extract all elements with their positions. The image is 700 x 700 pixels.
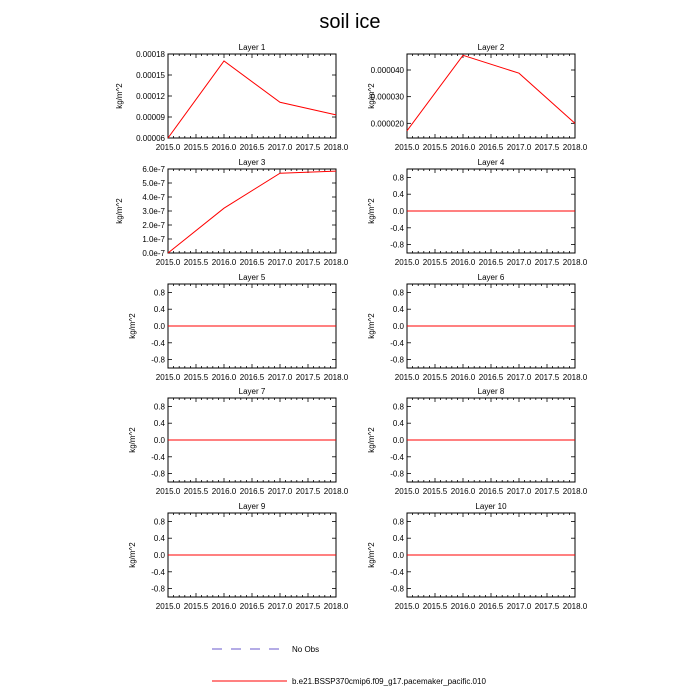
x-tick-label: 2015.0 [394, 487, 420, 496]
x-tick-label: 2018.0 [323, 373, 349, 382]
x-tick-label: 2015.5 [422, 602, 448, 611]
x-tick-label: 2015.0 [155, 143, 181, 152]
x-tick-label: 2016.0 [450, 602, 476, 611]
y-tick-label: 0.0e-7 [142, 249, 165, 258]
y-axis-label: kg/m^2 [115, 83, 124, 109]
y-tick-label: 0.00018 [136, 50, 165, 59]
y-tick-label: 0.000020 [370, 119, 404, 129]
x-tick-label: 2016.5 [239, 258, 265, 267]
panel-title: Layer 8 [477, 387, 505, 396]
x-tick-label: 2018.0 [562, 143, 588, 152]
x-tick-label: 2018.0 [323, 602, 349, 611]
x-tick-label: 2017.5 [534, 258, 560, 267]
y-tick-label: 0.4 [153, 419, 165, 429]
y-tick-label: 0.8 [153, 402, 165, 412]
x-tick-label: 2015.5 [422, 373, 448, 382]
y-axis-label: kg/m^2 [367, 427, 376, 453]
x-tick-label: 2015.0 [394, 602, 420, 611]
y-axis-label: kg/m^2 [115, 198, 124, 224]
y-tick-label: -0.4 [390, 338, 404, 348]
y-tick-label: -0.4 [151, 452, 165, 462]
x-tick-label: 2015.0 [394, 143, 420, 152]
x-tick-label: 2017.0 [267, 143, 293, 152]
y-tick-label: 0.4 [392, 419, 404, 429]
y-tick-label: -0.4 [151, 567, 165, 577]
x-tick-label: 2018.0 [562, 373, 588, 382]
y-tick-label: 0.8 [153, 517, 165, 527]
x-tick-label: 2015.0 [394, 373, 420, 382]
x-tick-label: 2016.5 [478, 258, 504, 267]
x-tick-label: 2017.0 [267, 602, 293, 611]
x-tick-label: 2017.0 [267, 487, 293, 496]
y-tick-label: 1.0e-7 [142, 235, 165, 244]
y-tick-label: 0.0 [392, 207, 404, 216]
x-tick-label: 2015.5 [183, 487, 209, 496]
x-tick-label: 2017.0 [267, 373, 293, 382]
x-tick-label: 2016.0 [211, 143, 237, 152]
y-tick-label: -0.4 [390, 567, 404, 577]
y-tick-label: 0.00006 [136, 134, 165, 143]
y-tick-label: 2.0e-7 [142, 221, 165, 230]
x-tick-label: 2015.5 [183, 258, 209, 267]
x-tick-label: 2015.5 [183, 143, 209, 152]
y-tick-label: 0.00009 [136, 113, 165, 122]
panel-title: Layer 7 [238, 387, 266, 396]
x-tick-label: 2016.0 [211, 258, 237, 267]
x-tick-label: 2015.5 [183, 602, 209, 611]
x-tick-label: 2017.5 [295, 258, 321, 267]
y-tick-label: 4.0e-7 [142, 193, 165, 202]
x-tick-label: 2015.0 [155, 487, 181, 496]
y-axis-label: kg/m^2 [367, 198, 376, 224]
legend-model-label: b.e21.BSSP370cmip6.f09_g17.pacemaker_pacific.010 [292, 677, 486, 686]
y-tick-label: 0.4 [392, 305, 404, 315]
x-tick-label: 2017.5 [534, 487, 560, 496]
y-axis-label: kg/m^2 [128, 542, 137, 568]
y-tick-label: -0.4 [151, 338, 165, 348]
x-tick-label: 2016.0 [450, 373, 476, 382]
x-tick-label: 2017.0 [506, 143, 532, 152]
y-tick-label: -0.8 [151, 469, 165, 479]
y-tick-label: -0.8 [390, 240, 404, 250]
x-tick-label: 2018.0 [562, 258, 588, 267]
x-tick-label: 2017.5 [534, 602, 560, 611]
y-tick-label: 0.0 [392, 436, 404, 445]
y-tick-label: 6.0e-7 [142, 165, 165, 174]
y-tick-label: 0.8 [392, 402, 404, 412]
x-tick-label: 2017.0 [506, 258, 532, 267]
x-tick-label: 2015.0 [394, 258, 420, 267]
x-tick-label: 2017.0 [267, 258, 293, 267]
x-tick-label: 2018.0 [323, 258, 349, 267]
y-tick-label: -0.4 [390, 452, 404, 462]
x-tick-label: 2018.0 [562, 602, 588, 611]
x-tick-label: 2016.5 [478, 487, 504, 496]
panel-title: Layer 5 [238, 273, 266, 282]
panel-title: Layer 3 [238, 158, 266, 167]
figure-title: soil ice [319, 11, 381, 33]
x-tick-label: 2016.5 [478, 602, 504, 611]
x-tick-label: 2017.5 [534, 143, 560, 152]
y-tick-label: -0.8 [390, 584, 404, 594]
y-axis-label: kg/m^2 [367, 83, 376, 109]
y-tick-label: 0.0 [153, 322, 165, 331]
y-tick-label: 0.000030 [370, 92, 404, 102]
y-tick-label: 0.00012 [136, 92, 165, 101]
y-tick-label: 0.4 [153, 305, 165, 315]
x-tick-label: 2016.0 [211, 602, 237, 611]
x-tick-label: 2018.0 [323, 143, 349, 152]
x-tick-label: 2016.5 [478, 143, 504, 152]
x-tick-label: 2017.5 [295, 487, 321, 496]
y-tick-label: -0.4 [390, 223, 404, 233]
y-axis-label: kg/m^2 [367, 542, 376, 568]
y-tick-label: -0.8 [390, 355, 404, 365]
x-tick-label: 2016.5 [239, 373, 265, 382]
x-tick-label: 2017.5 [534, 373, 560, 382]
panel-title: Layer 4 [477, 158, 505, 167]
x-tick-label: 2016.0 [211, 487, 237, 496]
x-tick-label: 2016.0 [450, 143, 476, 152]
y-axis-label: kg/m^2 [367, 313, 376, 339]
x-tick-label: 2016.0 [211, 373, 237, 382]
legend-obs-label: No Obs [292, 645, 320, 654]
x-tick-label: 2015.0 [155, 258, 181, 267]
panel-title: Layer 6 [477, 273, 505, 282]
y-tick-label: 0.8 [153, 288, 165, 298]
y-tick-label: 0.4 [392, 190, 404, 200]
x-tick-label: 2016.5 [478, 373, 504, 382]
x-tick-label: 2017.0 [506, 602, 532, 611]
y-tick-label: 0.4 [392, 534, 404, 544]
x-tick-label: 2016.5 [239, 143, 265, 152]
x-tick-label: 2015.5 [183, 373, 209, 382]
y-tick-label: 0.0 [153, 551, 165, 560]
x-tick-label: 2016.0 [450, 258, 476, 267]
y-tick-label: -0.8 [151, 355, 165, 365]
x-tick-label: 2018.0 [562, 487, 588, 496]
y-tick-label: 0.8 [392, 173, 404, 183]
x-tick-label: 2017.0 [506, 373, 532, 382]
x-tick-label: 2016.5 [239, 602, 265, 611]
panel-title: Layer 10 [475, 502, 507, 511]
y-tick-label: 0.4 [153, 534, 165, 544]
y-tick-label: 0.00015 [136, 71, 165, 80]
y-tick-label: 0.8 [392, 288, 404, 298]
y-tick-label: 0.000040 [370, 66, 404, 75]
y-axis-label: kg/m^2 [128, 427, 137, 453]
y-tick-label: 0.0 [392, 322, 404, 331]
panel-title: Layer 1 [238, 43, 266, 52]
y-tick-label: 0.0 [153, 436, 165, 445]
panel-title: Layer 2 [477, 43, 505, 52]
x-tick-label: 2016.0 [450, 487, 476, 496]
y-tick-label: 5.0e-7 [142, 179, 165, 188]
x-tick-label: 2015.5 [422, 143, 448, 152]
x-tick-label: 2016.5 [239, 487, 265, 496]
x-tick-label: 2017.5 [295, 143, 321, 152]
y-tick-label: -0.8 [390, 469, 404, 479]
x-tick-label: 2015.0 [155, 602, 181, 611]
panel-title: Layer 9 [238, 502, 266, 511]
y-tick-label: 3.0e-7 [142, 207, 165, 216]
x-tick-label: 2017.0 [506, 487, 532, 496]
y-tick-label: 0.8 [392, 517, 404, 527]
y-axis-label: kg/m^2 [128, 313, 137, 339]
x-tick-label: 2015.5 [422, 487, 448, 496]
x-tick-label: 2017.5 [295, 602, 321, 611]
x-tick-label: 2018.0 [323, 487, 349, 496]
y-tick-label: 0.0 [392, 551, 404, 560]
y-tick-label: -0.8 [151, 584, 165, 594]
x-tick-label: 2015.5 [422, 258, 448, 267]
x-tick-label: 2017.5 [295, 373, 321, 382]
x-tick-label: 2015.0 [155, 373, 181, 382]
